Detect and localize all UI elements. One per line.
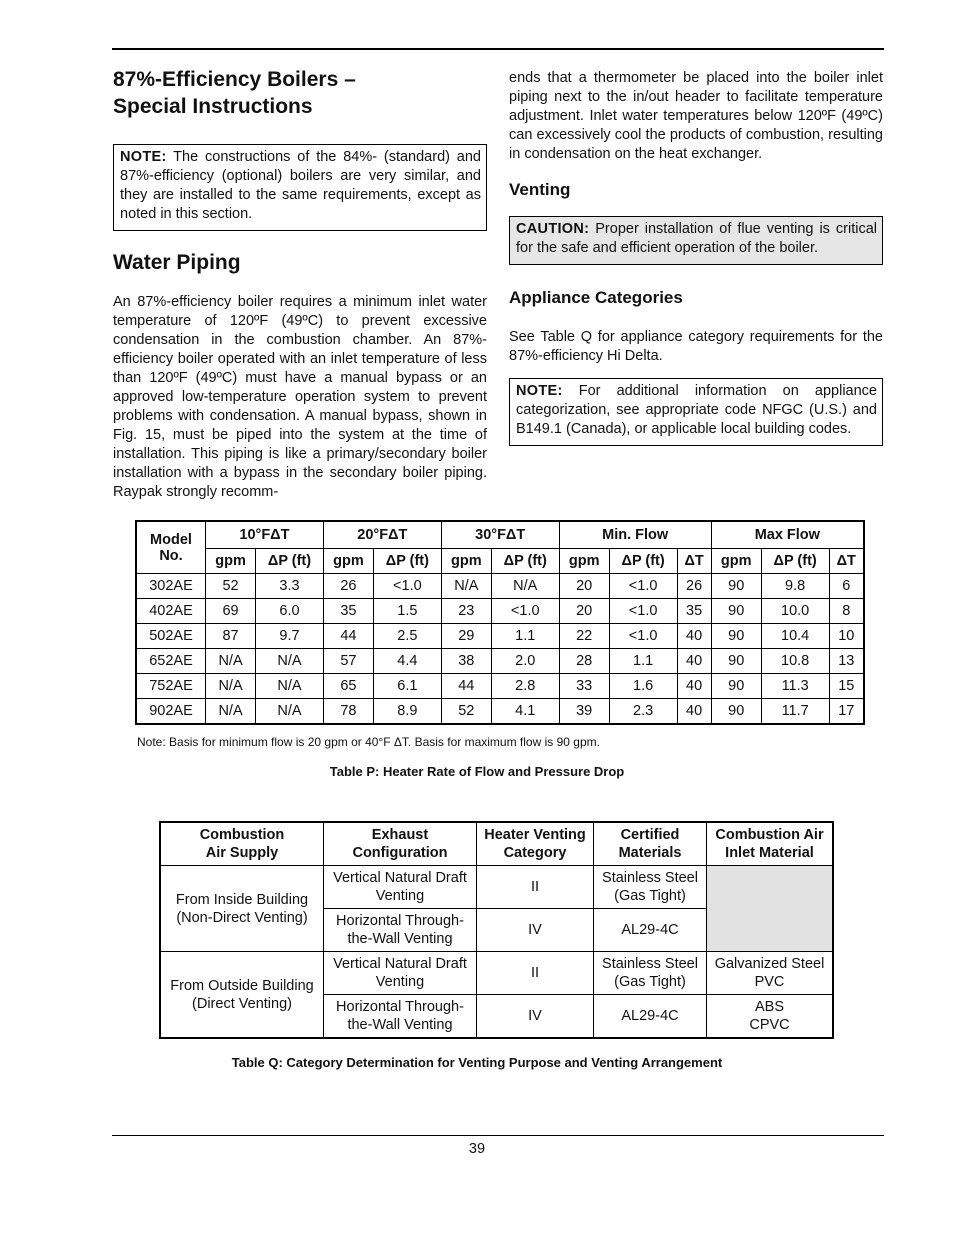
- cell-category: II: [477, 866, 594, 909]
- header-model-line1: Model: [150, 531, 192, 548]
- cell-text: (Gas Tight): [614, 974, 686, 990]
- value-cell: 8: [829, 599, 864, 624]
- cell-inlet-material: [707, 995, 834, 1039]
- table-row: [136, 649, 864, 674]
- value-cell: 22: [559, 624, 609, 649]
- subheader: gpm: [441, 549, 491, 574]
- water-piping-paragraph: An 87%-efficiency boiler requires a minimum inlet water temperature of 120ºF (49ºC) to prevent excessive condensation in the combustion chamber. An 87%-efficiency boiler operated with an inlet temperature of less than 120ºF (49ºC) must have a manual bypass or an approved low-temperature operation system to prevent problems with condensation. A manual bypass, shown in Fig. 15, must be piped into the system at the time of installation. This piping is like a primary/secondary boiler installation with a bypass in the secondary boiler piping. Raypak strongly recomm-: [113, 294, 487, 500]
- value-cell: 44: [323, 624, 373, 649]
- note-text: The constructions of the 84%- (standard) and 87%-efficiency (optional) boilers are very similar, and they are installed to the same requirements, except as noted in this section.: [120, 149, 481, 222]
- cell-outside-building: [160, 952, 324, 1039]
- cell-text: the-Wall Venting: [347, 1017, 453, 1033]
- value-cell: 9.7: [256, 624, 324, 649]
- subheader: gpm: [559, 549, 609, 574]
- header-group: Max Flow: [711, 521, 864, 549]
- cell-text: Venting: [375, 888, 425, 904]
- table-p-note: Note: Basis for minimum flow is 20 gpm or 40°F ΔT. Basis for maximum flow is 90 gpm.: [137, 735, 600, 749]
- header-inlet-material: [707, 822, 834, 866]
- section-title-line2: Special Instructions: [113, 95, 313, 118]
- cell-text: the-Wall Venting: [347, 931, 453, 947]
- header-text: Inlet Material: [725, 845, 814, 861]
- value-cell: 1.1: [491, 624, 559, 649]
- value-cell: 38: [441, 649, 491, 674]
- note-box-efficiency: [113, 144, 487, 231]
- value-cell: N/A: [206, 674, 256, 699]
- value-cell: 10.0: [761, 599, 829, 624]
- header-combustion-air: [160, 822, 324, 866]
- value-cell: 10.4: [761, 624, 829, 649]
- water-piping-heading: Water Piping: [113, 251, 241, 274]
- note-box-categorization: [509, 378, 883, 446]
- caution-text: Proper installation of flue venting is critical for the safe and efficient operation of the boiler.: [516, 221, 877, 256]
- value-cell: 20: [559, 599, 609, 624]
- value-cell: 1.1: [609, 649, 677, 674]
- header-text: Materials: [618, 845, 682, 861]
- value-cell: 39: [559, 699, 609, 725]
- value-cell: 90: [711, 599, 761, 624]
- cell-materials: [594, 866, 707, 909]
- value-cell: 26: [323, 574, 373, 599]
- value-cell: 15: [829, 674, 864, 699]
- model-cell: 652AE: [136, 649, 206, 674]
- header-text: Certified: [620, 827, 680, 843]
- table-row: [136, 699, 864, 725]
- value-cell: 35: [323, 599, 373, 624]
- page-number: 39: [468, 1141, 486, 1157]
- value-cell: 8.9: [373, 699, 441, 725]
- value-cell: 78: [323, 699, 373, 725]
- value-cell: 52: [206, 574, 256, 599]
- cell-text: (Direct Venting): [192, 995, 292, 1012]
- value-cell: 29: [441, 624, 491, 649]
- header-model: [136, 521, 206, 574]
- table-q-venting-category: [159, 821, 834, 1039]
- value-cell: 4.1: [491, 699, 559, 725]
- value-cell: 52: [441, 699, 491, 725]
- table-q-caption: Table Q: Category Determination for Venting Purpose and Venting Arrangement: [231, 1055, 723, 1070]
- value-cell: 87: [206, 624, 256, 649]
- model-cell: 502AE: [136, 624, 206, 649]
- value-cell: 1.5: [373, 599, 441, 624]
- cell-exhaust-horizontal: [324, 909, 477, 952]
- model-cell: 402AE: [136, 599, 206, 624]
- cell-materials: AL29-4C: [594, 909, 707, 952]
- value-cell: 40: [677, 624, 711, 649]
- cell-category: IV: [477, 909, 594, 952]
- value-cell: 44: [441, 674, 491, 699]
- value-cell: 2.3: [609, 699, 677, 725]
- value-cell: 90: [711, 649, 761, 674]
- cell-materials: [594, 952, 707, 995]
- model-cell: 902AE: [136, 699, 206, 725]
- header-group: 30°FΔT: [441, 521, 559, 549]
- subheader: ΔP (ft): [256, 549, 324, 574]
- cell-exhaust-vertical: [324, 952, 477, 995]
- cell-materials: AL29-4C: [594, 995, 707, 1039]
- value-cell: 1.6: [609, 674, 677, 699]
- right-column: [509, 66, 883, 446]
- cell-text: From Outside Building: [170, 977, 314, 994]
- subheader: ΔP (ft): [609, 549, 677, 574]
- value-cell: 2.0: [491, 649, 559, 674]
- cell-category: IV: [477, 995, 594, 1039]
- cell-inlet-material: [707, 952, 834, 995]
- model-cell: 302AE: [136, 574, 206, 599]
- value-cell: 69: [206, 599, 256, 624]
- value-cell: 23: [441, 599, 491, 624]
- model-cell: 752AE: [136, 674, 206, 699]
- header-text: Configuration: [352, 845, 448, 861]
- subheader: ΔP (ft): [491, 549, 559, 574]
- value-cell: <1.0: [373, 574, 441, 599]
- cell-text: Galvanized Steel: [714, 956, 825, 972]
- subheader: gpm: [711, 549, 761, 574]
- header-model-line2: No.: [159, 547, 183, 564]
- value-cell: 13: [829, 649, 864, 674]
- value-cell: 11.3: [761, 674, 829, 699]
- table-row: [136, 574, 864, 599]
- value-cell: 4.4: [373, 649, 441, 674]
- value-cell: N/A: [256, 699, 324, 725]
- value-cell: 90: [711, 624, 761, 649]
- value-cell: 40: [677, 674, 711, 699]
- value-cell: 28: [559, 649, 609, 674]
- bottom-rule: [112, 1135, 884, 1136]
- header-group: Min. Flow: [559, 521, 711, 549]
- note-text-2: For additional information on appliance categorization, see appropriate code NFGC (U.S.) and B149.1 (Canada), or applicable local building codes.: [516, 383, 877, 437]
- cell-text: PVC: [754, 974, 785, 990]
- value-cell: 57: [323, 649, 373, 674]
- table-p-body: [136, 574, 864, 725]
- section-title-line1: 87%-Efficiency Boilers –: [113, 68, 356, 91]
- value-cell: 40: [677, 699, 711, 725]
- value-cell: N/A: [206, 649, 256, 674]
- cell-text: Vertical Natural Draft: [333, 956, 467, 972]
- header-text: Heater Venting: [484, 827, 586, 843]
- value-cell: 33: [559, 674, 609, 699]
- value-cell: 6: [829, 574, 864, 599]
- cell-text: Horizontal Through-: [336, 999, 464, 1015]
- value-cell: 9.8: [761, 574, 829, 599]
- cell-inside-building: [160, 866, 324, 952]
- value-cell: N/A: [441, 574, 491, 599]
- header-certified-materials: [594, 822, 707, 866]
- cell-exhaust-vertical: [324, 866, 477, 909]
- subheader: ΔP (ft): [761, 549, 829, 574]
- value-cell: 2.5: [373, 624, 441, 649]
- header-text: Air Supply: [205, 845, 279, 861]
- value-cell: 90: [711, 699, 761, 725]
- value-cell: 40: [677, 649, 711, 674]
- subheader: ΔT: [829, 549, 864, 574]
- value-cell: 90: [711, 674, 761, 699]
- value-cell: 65: [323, 674, 373, 699]
- left-column: [113, 66, 487, 502]
- header-group: 10°FΔT: [206, 521, 324, 549]
- header-text: Category: [503, 845, 567, 861]
- continued-paragraph: ends that a thermometer be placed into the boiler inlet piping next to the in/out header to facilitate temperature adjustment. Inlet water temperatures below 120ºF (49ºC) can excessively cool the products of combustion, resulting in condensation on the heat exchanger.: [509, 70, 883, 162]
- value-cell: 17: [829, 699, 864, 725]
- value-cell: 6.1: [373, 674, 441, 699]
- cell-text: ABS: [754, 999, 784, 1015]
- subheader: gpm: [206, 549, 256, 574]
- value-cell: 3.3: [256, 574, 324, 599]
- value-cell: N/A: [206, 699, 256, 725]
- value-cell: 6.0: [256, 599, 324, 624]
- value-cell: N/A: [491, 574, 559, 599]
- section-title: [113, 66, 487, 120]
- table-row: [136, 674, 864, 699]
- value-cell: N/A: [256, 649, 324, 674]
- cell-text: From Inside Building: [175, 891, 309, 908]
- cell-text: Venting: [375, 974, 425, 990]
- subheader: ΔT: [677, 549, 711, 574]
- cell-text: (Non-Direct Venting): [176, 909, 308, 926]
- cell-text: CPVC: [749, 1017, 790, 1033]
- appliance-categories-paragraph: See Table Q for appliance category requirements for the 87%-efficiency Hi Delta.: [509, 329, 883, 364]
- cell-exhaust-horizontal: [324, 995, 477, 1039]
- note-label: NOTE:: [120, 149, 167, 165]
- cell-text: Stainless Steel: [602, 870, 698, 886]
- cell-category: II: [477, 952, 594, 995]
- table-p-flow-pressure: [135, 520, 865, 725]
- header-exhaust: [324, 822, 477, 866]
- table-row: [136, 599, 864, 624]
- header-text: Combustion Air: [715, 827, 824, 843]
- value-cell: <1.0: [491, 599, 559, 624]
- top-rule: [112, 48, 884, 50]
- caution-label: CAUTION:: [516, 221, 590, 237]
- value-cell: 10.8: [761, 649, 829, 674]
- value-cell: N/A: [256, 674, 324, 699]
- table-row: [136, 624, 864, 649]
- header-group: 20°FΔT: [323, 521, 441, 549]
- subheader: gpm: [323, 549, 373, 574]
- value-cell: 90: [711, 574, 761, 599]
- value-cell: <1.0: [609, 574, 677, 599]
- venting-heading: Venting: [509, 180, 571, 199]
- header-venting-category: [477, 822, 594, 866]
- table-p-caption: Table P: Heater Rate of Flow and Pressure Drop: [329, 764, 625, 779]
- cell-text: Stainless Steel: [602, 956, 698, 972]
- header-text: Exhaust: [371, 827, 429, 843]
- value-cell: <1.0: [609, 599, 677, 624]
- value-cell: 10: [829, 624, 864, 649]
- value-cell: <1.0: [609, 624, 677, 649]
- note-label-2: NOTE:: [516, 383, 563, 399]
- header-text: Combustion: [199, 827, 285, 843]
- cell-inlet-shaded: [707, 866, 834, 952]
- value-cell: 35: [677, 599, 711, 624]
- caution-box: [509, 216, 883, 265]
- cell-text: Vertical Natural Draft: [333, 870, 467, 886]
- value-cell: 26: [677, 574, 711, 599]
- subheader: ΔP (ft): [373, 549, 441, 574]
- cell-text: (Gas Tight): [614, 888, 686, 904]
- value-cell: 20: [559, 574, 609, 599]
- value-cell: 11.7: [761, 699, 829, 725]
- appliance-categories-heading: Appliance Categories: [509, 288, 683, 307]
- value-cell: 2.8: [491, 674, 559, 699]
- cell-text: Horizontal Through-: [336, 913, 464, 929]
